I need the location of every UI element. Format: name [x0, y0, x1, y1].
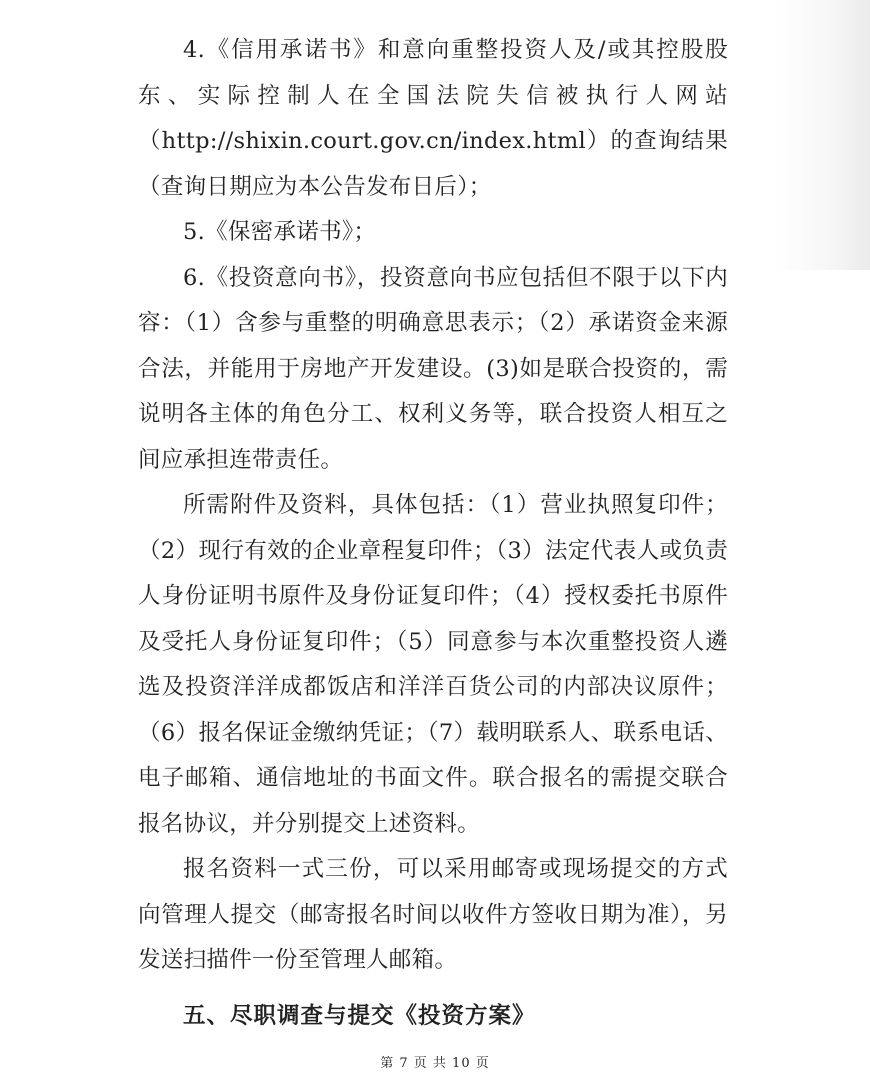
document-body — [138, 28, 728, 1039]
page-number-footer: 第 7 页 共 10 页 — [380, 1056, 490, 1071]
paragraph-credit-commitment: 4.《信用承诺书》和意向重整投资人及/或其控股股东、实际控制人在全国法院失信被执行人网站（http://shixin.court.gov.cn/index.html）的查询结果（查询日期应为本公告发布日后）； — [138, 37, 728, 200]
section-heading: 五、尽职调查与提交《投资方案》 — [183, 1002, 536, 1029]
paragraph-required-attachments: 所需附件及资料，具体包括：（1）营业执照复印件；（2）现行有效的企业章程复印件；（3）法定代表人或负责人身份证明书原件及身份证复印件；（4）授权委托书原件及受托人身份证复印件；（5）同意参与本次重整投资人遴选及投资洋洋成都饭店和洋洋百货公司的内部决议原件；（6）报名保证金缴纳凭证；（7）载明联系人、联系电话、电子邮箱、通信地址的书面文件。联合报名的需提交联合报名协议，并分别提交上述资料。 — [138, 492, 728, 837]
scan-edge-shadow — [775, 0, 870, 270]
paragraph-submission-method: 报名资料一式三份，可以采用邮寄或现场提交的方式向管理人提交（邮寄报名时间以收件方签收日期为准），另发送扫描件一份至管理人邮箱。 — [138, 856, 728, 973]
paragraph-confidentiality-commitment: 5.《保密承诺书》； — [183, 219, 377, 245]
paragraph-investment-intent: 6.《投资意向书》，投资意向书应包括但不限于以下内容：（1）含参与重整的明确意思表示；（2）承诺资金来源合法，并能用于房地产开发建设。(3)如是联合投资的，需说明各主体的角色分工、权利义务等，联合投资人相互之间应承担连带责任。 — [138, 264, 728, 473]
